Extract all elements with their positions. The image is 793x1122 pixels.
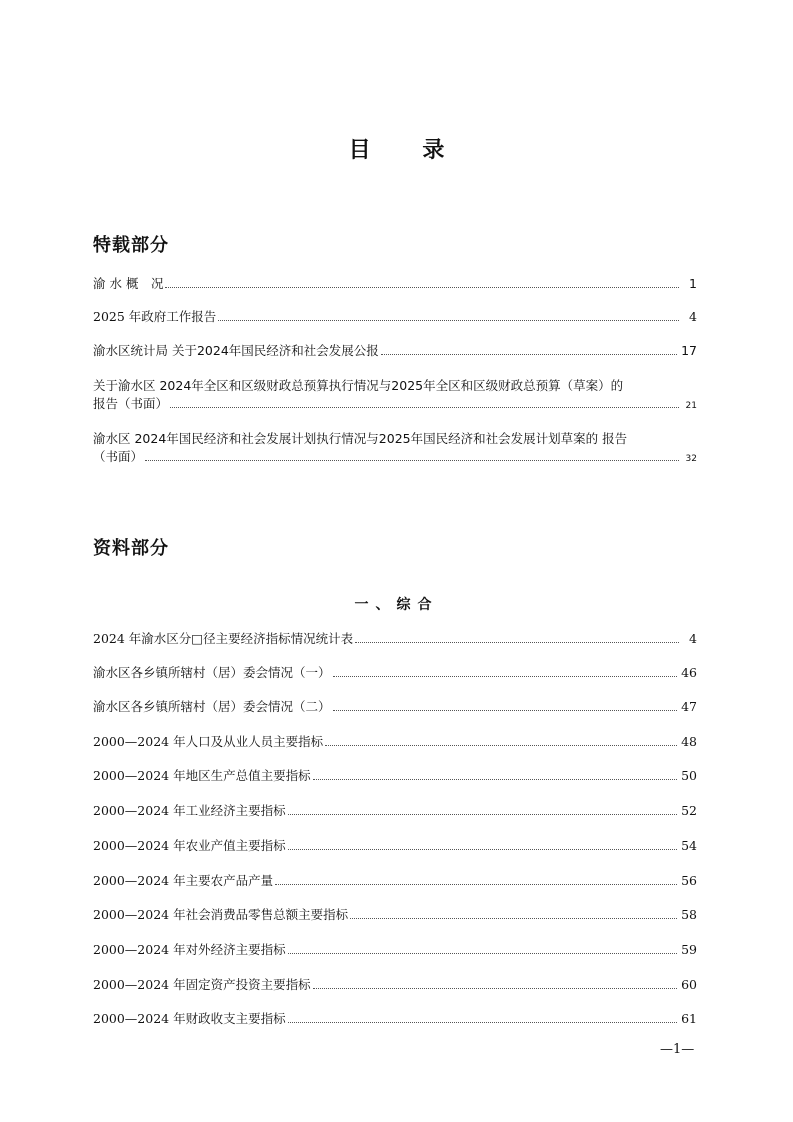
toc-entry-title-cont: 报告（书面）: [93, 396, 169, 411]
toc-entry[interactable]: [93, 665, 697, 681]
toc-entry[interactable]: [93, 276, 697, 292]
toc-entry-title: 渝水区各乡镇所辖村（居）委会情况（一）: [93, 665, 331, 680]
toc-entry[interactable]: [93, 631, 697, 647]
toc-entry[interactable]: [93, 377, 697, 415]
dot-leader: [145, 460, 679, 461]
toc-entry-page: 4: [689, 631, 697, 646]
dot-leader: [170, 407, 679, 408]
toc-entry-page: 48: [681, 734, 697, 749]
toc-entry-page: 59: [681, 942, 697, 957]
toc-entry-page: 52: [681, 803, 697, 818]
toc-entry[interactable]: [93, 1011, 697, 1027]
toc-entry-page: 58: [681, 907, 697, 922]
dot-leader: [350, 918, 677, 919]
toc-entry-page: 61: [681, 1011, 697, 1026]
toc-entry-title: 渝水区各乡镇所辖村（居）委会情况（二）: [93, 699, 331, 714]
dot-leader: [288, 849, 677, 850]
dot-leader: [165, 287, 679, 288]
toc-entry[interactable]: [93, 977, 697, 993]
toc-entry-title: 2000—2024 年财政收支主要指标: [93, 1011, 286, 1026]
toc-entry-title: 2024 年渝水区分□径主要经济指标情况统计表: [93, 631, 354, 646]
dot-leader: [288, 814, 677, 815]
dot-leader: [333, 710, 678, 711]
dot-leader: [288, 1022, 677, 1023]
toc-entry[interactable]: [93, 873, 697, 889]
dot-leader: [313, 779, 677, 780]
toc-entry-title: 渝水区 2024年国民经济和社会发展计划执行情况与2025年国民经济和社会发展计划草案的 报告: [93, 431, 628, 446]
section-heading-special: 特载部分: [93, 235, 169, 256]
toc-entry-title: 2000—2024 年社会消费品零售总额主要指标: [93, 907, 349, 922]
toc-entry[interactable]: [93, 942, 697, 958]
toc-entry[interactable]: [93, 768, 697, 784]
toc-entry-page: 46: [681, 665, 697, 680]
toc-entry-page: 21: [685, 401, 697, 411]
dot-leader: [288, 953, 677, 954]
toc-entry[interactable]: [93, 309, 697, 325]
toc-entry-title: 2000—2024 年主要农产品产量: [93, 873, 274, 888]
toc-entry-title: 2000—2024 年工业经济主要指标: [93, 803, 286, 818]
toc-entry-title: 渝水区统计局 关于2024年国民经济和社会发展公报: [93, 343, 379, 358]
toc-entry-page: 60: [681, 977, 697, 992]
toc-entry-title: 关于渝水区 2024年全区和区级财政总预算执行情况与2025年全区和区级财政总预算（草案）的: [93, 378, 624, 393]
toc-entry-page: 1: [689, 276, 697, 291]
toc-entry-title-cont: （书面）: [93, 449, 144, 464]
toc-entry-page: 32: [685, 454, 697, 464]
dot-leader: [313, 988, 677, 989]
page-title: 目 录: [348, 138, 467, 163]
toc-entry-title: 2000—2024 年农业产值主要指标: [93, 838, 286, 853]
toc-entry-page: 54: [681, 838, 697, 853]
section-heading-data: 资料部分: [93, 538, 169, 559]
toc-entry[interactable]: [93, 734, 697, 750]
dot-leader: [333, 676, 678, 677]
toc-entry-title: 2025 年政府工作报告: [93, 309, 217, 324]
toc-entry[interactable]: [93, 699, 697, 715]
toc-entry-page: 50: [681, 768, 697, 783]
toc-entry-page: 47: [681, 699, 697, 714]
toc-entry[interactable]: [93, 343, 697, 359]
toc-entry-page: 4: [689, 309, 697, 324]
page-number: —1—: [660, 1042, 695, 1057]
toc-entry-title: 2000—2024 年人口及从业人员主要指标: [93, 734, 324, 749]
toc-entry-title: 2000—2024 年固定资产投资主要指标: [93, 977, 311, 992]
toc-entry-title: 2000—2024 年对外经济主要指标: [93, 942, 286, 957]
toc-entry-page: 56: [681, 873, 697, 888]
dot-leader: [355, 642, 679, 643]
subheading-general: 一、综合: [354, 597, 439, 613]
dot-leader: [218, 320, 679, 321]
toc-entry-page: 17: [681, 343, 697, 358]
dot-leader: [381, 354, 677, 355]
toc-entry[interactable]: [93, 803, 697, 819]
dot-leader: [275, 884, 677, 885]
toc-entry[interactable]: [93, 838, 697, 854]
toc-entry[interactable]: [93, 907, 697, 923]
toc-entry[interactable]: [93, 430, 697, 468]
dot-leader: [325, 745, 677, 746]
toc-entry-title: 2000—2024 年地区生产总值主要指标: [93, 768, 311, 783]
toc-entry-title: 渝 水 概 况: [93, 276, 164, 291]
